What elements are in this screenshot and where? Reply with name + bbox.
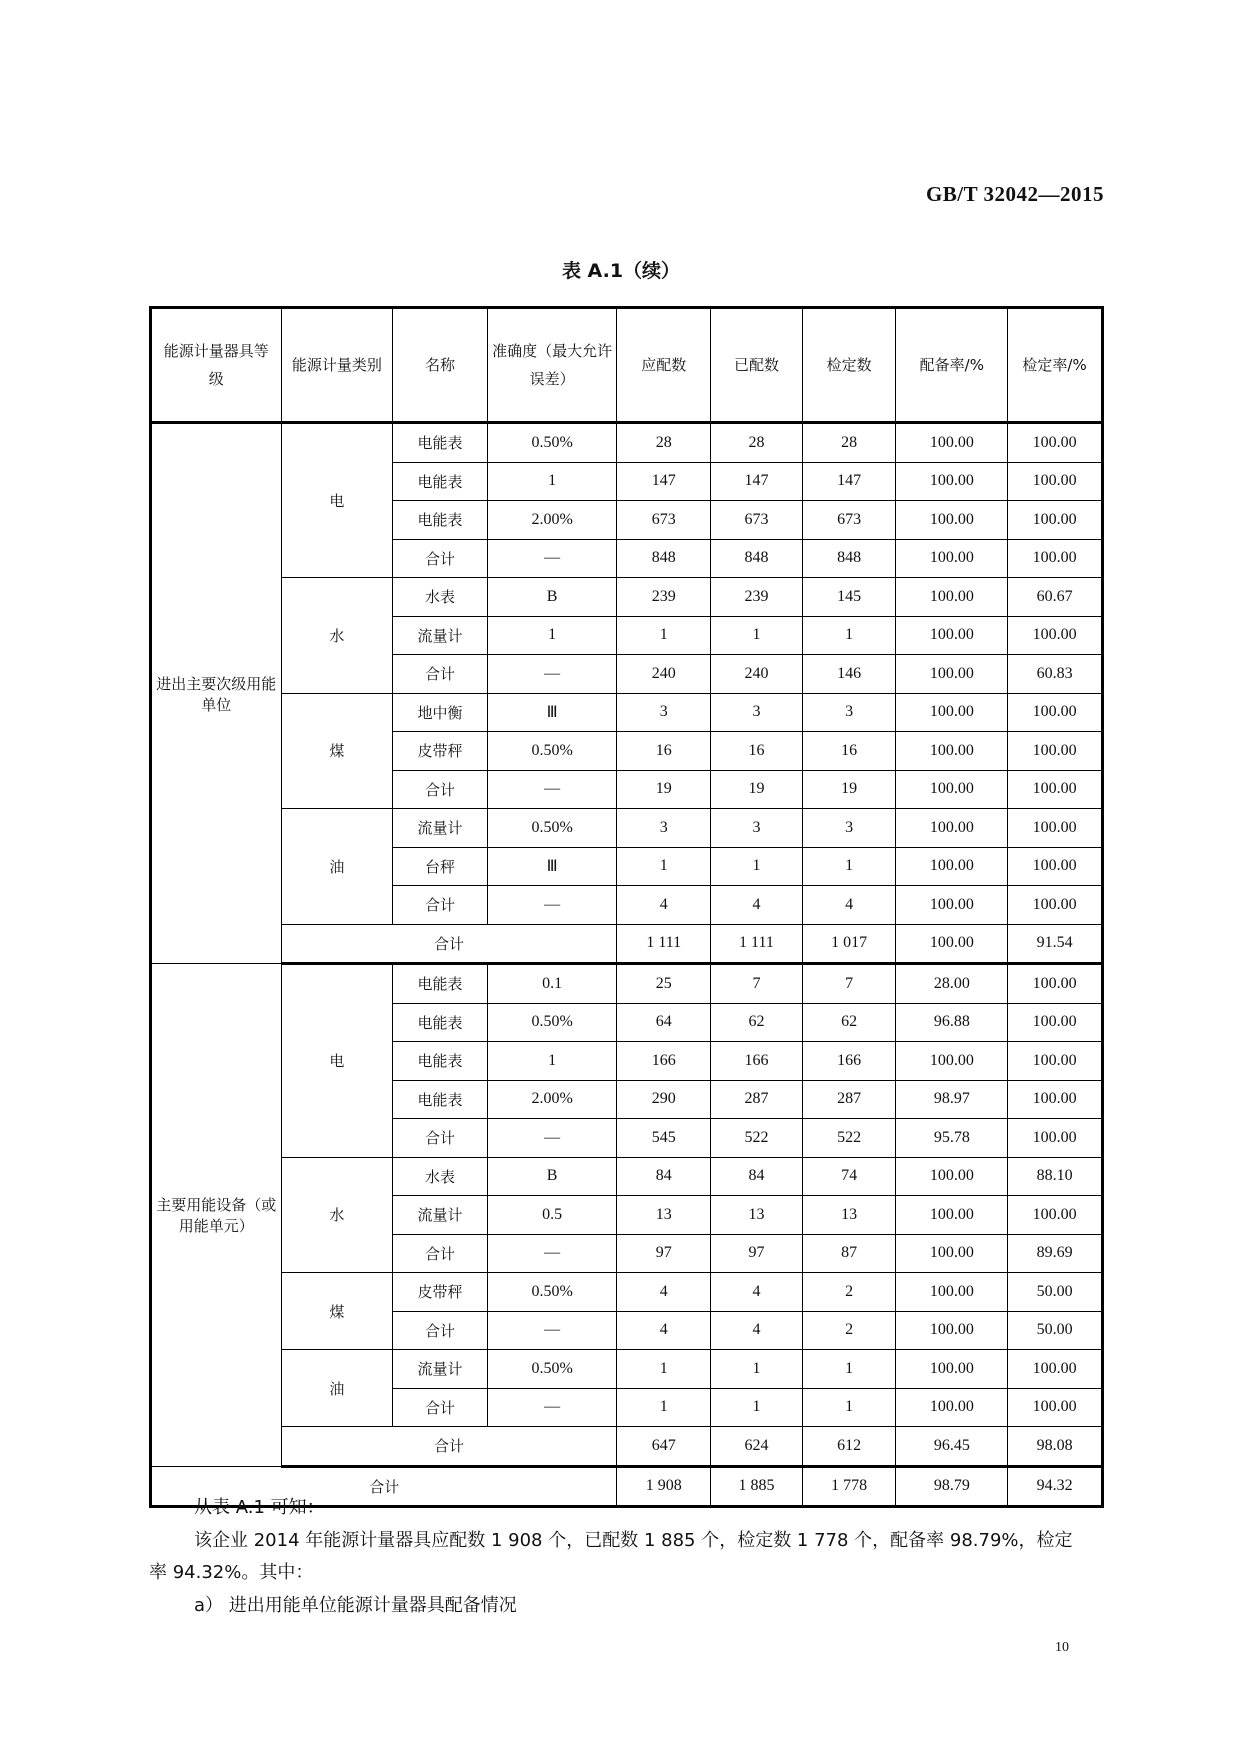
- table-cell: 流量计: [393, 1196, 488, 1235]
- table-cell: 100.00: [896, 1311, 1008, 1350]
- table-cell: 7: [711, 964, 803, 1004]
- category-cell: 电: [281, 964, 393, 1158]
- table-cell: 合计: [393, 1311, 488, 1350]
- table-cell: 98.97: [896, 1080, 1008, 1119]
- subtotal-cell: 612: [802, 1427, 896, 1467]
- table-cell: 4: [617, 886, 711, 925]
- table-cell: 16: [802, 732, 896, 771]
- table-cell: —: [487, 655, 617, 694]
- table-cell: 0.50%: [487, 1350, 617, 1389]
- table-cell: 100.00: [896, 1350, 1008, 1389]
- category-cell: 水: [281, 578, 393, 694]
- table-cell: B: [487, 578, 617, 617]
- table-cell: 62: [802, 1003, 896, 1042]
- table-cell: 3: [711, 693, 803, 732]
- table-cell: 0.50%: [487, 809, 617, 848]
- column-header: 准确度（最大允许误差）: [487, 308, 617, 423]
- table-cell: 皮带秤: [393, 1273, 488, 1312]
- table-cell: 19: [802, 770, 896, 809]
- table-cell: 100.00: [1008, 616, 1103, 655]
- table-cell: 28: [711, 423, 803, 463]
- subtotal-cell: 合计: [281, 1427, 617, 1467]
- category-cell: 油: [281, 1350, 393, 1427]
- table-cell: 0.50%: [487, 1273, 617, 1312]
- table-cell: 4: [617, 1311, 711, 1350]
- table-cell: 60.83: [1008, 655, 1103, 694]
- table-cell: 100.00: [896, 1273, 1008, 1312]
- table-cell: 1: [802, 616, 896, 655]
- table-cell: 287: [802, 1080, 896, 1119]
- table-row: [151, 809, 1103, 848]
- table-cell: 100.00: [896, 655, 1008, 694]
- table-cell: 合计: [393, 1388, 488, 1427]
- table-cell: 147: [711, 462, 803, 501]
- column-header: 已配数: [711, 308, 803, 423]
- table-row: [151, 1157, 1103, 1196]
- table-cell: 28.00: [896, 964, 1008, 1004]
- table-cell: 97: [711, 1234, 803, 1273]
- table-cell: 100.00: [896, 462, 1008, 501]
- table-cell: 166: [617, 1042, 711, 1081]
- table-cell: 100.00: [1008, 1003, 1103, 1042]
- grand-total-cell: 98.79: [896, 1466, 1008, 1507]
- table-cell: 25: [617, 964, 711, 1004]
- table-cell: 100.00: [896, 809, 1008, 848]
- table-cell: 100.00: [896, 1157, 1008, 1196]
- paragraph-summary-line1: 该企业 2014 年能源计量器具应配数 1 908 个，已配数 1 885 个，检定数 1 778 个，配备率 98.79%，检定: [194, 1530, 1073, 1551]
- grand-total-cell: 1 778: [802, 1466, 896, 1507]
- table-cell: 3: [617, 809, 711, 848]
- table-cell: —: [487, 886, 617, 925]
- table-cell: —: [487, 1119, 617, 1158]
- table-row: [151, 1350, 1103, 1389]
- table-cell: 62: [711, 1003, 803, 1042]
- table-row: [151, 1273, 1103, 1312]
- table-cell: 16: [711, 732, 803, 771]
- table-cell: 100.00: [896, 1234, 1008, 1273]
- table-cell: 4: [711, 1311, 803, 1350]
- table-cell: 100.00: [1008, 886, 1103, 925]
- category-cell: 水: [281, 1157, 393, 1273]
- paragraph-summary-line2: 率 94.32%。其中：: [149, 1562, 314, 1583]
- table-cell: 100.00: [896, 886, 1008, 925]
- table-cell: 100.00: [1008, 1119, 1103, 1158]
- table-cell: 96.88: [896, 1003, 1008, 1042]
- standard-number: GB/T 32042—2015: [925, 182, 1104, 206]
- table-cell: 1: [711, 847, 803, 886]
- table-cell: Ⅲ: [487, 847, 617, 886]
- table-cell: 7: [802, 964, 896, 1004]
- table-cell: 100.00: [896, 1388, 1008, 1427]
- table-cell: 0.50%: [487, 1003, 617, 1042]
- table-cell: 100.00: [896, 1196, 1008, 1235]
- table-cell: 100.00: [1008, 539, 1103, 578]
- column-header: 能源计量器具等级: [151, 308, 282, 423]
- table-cell: B: [487, 1157, 617, 1196]
- table-cell: 合计: [393, 539, 488, 578]
- table-cell: 100.00: [1008, 809, 1103, 848]
- subtotal-cell: 1 017: [802, 924, 896, 964]
- category-cell: 电: [281, 423, 393, 578]
- table-cell: 电能表: [393, 501, 488, 540]
- table-cell: 100.00: [1008, 1350, 1103, 1389]
- page-number: 10: [1055, 1640, 1069, 1652]
- table-cell: 合计: [393, 770, 488, 809]
- table-cell: 合计: [393, 886, 488, 925]
- table-cell: 145: [802, 578, 896, 617]
- table-cell: 87: [802, 1234, 896, 1273]
- table-cell: 13: [802, 1196, 896, 1235]
- level-cell: 主要用能设备（或用能单元）: [151, 964, 282, 1467]
- grand-total-cell: 94.32: [1008, 1466, 1103, 1507]
- table-cell: 电能表: [393, 1042, 488, 1081]
- table-cell: 4: [617, 1273, 711, 1312]
- table-cell: 19: [617, 770, 711, 809]
- table-row: [151, 964, 1103, 1004]
- table-cell: 100.00: [1008, 1042, 1103, 1081]
- table-cell: 地中衡: [393, 693, 488, 732]
- table-cell: 100.00: [896, 732, 1008, 771]
- table-cell: 673: [802, 501, 896, 540]
- table-cell: 1: [487, 1042, 617, 1081]
- table-title: 表 A.1（续）: [561, 260, 681, 282]
- table-cell: 19: [711, 770, 803, 809]
- table-cell: 1: [617, 847, 711, 886]
- grand-total-cell: 1 885: [711, 1466, 803, 1507]
- table-cell: 1: [802, 1350, 896, 1389]
- table-cell: 147: [802, 462, 896, 501]
- table-cell: 100.00: [1008, 847, 1103, 886]
- table-cell: 水表: [393, 1157, 488, 1196]
- table-cell: 电能表: [393, 462, 488, 501]
- table-cell: 100.00: [896, 578, 1008, 617]
- table-cell: 74: [802, 1157, 896, 1196]
- table-cell: 100.00: [1008, 693, 1103, 732]
- paragraph-intro: 从表 A.1 可知：: [194, 1497, 325, 1518]
- table-cell: 流量计: [393, 809, 488, 848]
- table-cell: 2: [802, 1273, 896, 1312]
- table-cell: 50.00: [1008, 1311, 1103, 1350]
- table-cell: 16: [617, 732, 711, 771]
- subtotal-cell: 1 111: [711, 924, 803, 964]
- column-header: 名称: [393, 308, 488, 423]
- table-cell: 3: [617, 693, 711, 732]
- table-cell: 100.00: [1008, 1080, 1103, 1119]
- table-cell: 88.10: [1008, 1157, 1103, 1196]
- table-cell: 848: [802, 539, 896, 578]
- table-cell: 100.00: [1008, 732, 1103, 771]
- table-cell: 1: [617, 1388, 711, 1427]
- table-cell: 0.1: [487, 964, 617, 1004]
- table-cell: 64: [617, 1003, 711, 1042]
- table-cell: 合计: [393, 655, 488, 694]
- table-cell: 1: [711, 1388, 803, 1427]
- table-cell: 100.00: [896, 501, 1008, 540]
- table-cell: 1: [711, 616, 803, 655]
- column-header: 应配数: [617, 308, 711, 423]
- table-cell: 95.78: [896, 1119, 1008, 1158]
- table-cell: 673: [617, 501, 711, 540]
- table-row: [151, 693, 1103, 732]
- table-cell: 4: [711, 886, 803, 925]
- table-cell: 848: [617, 539, 711, 578]
- table-cell: 0.50%: [487, 732, 617, 771]
- table-cell: 1: [617, 616, 711, 655]
- table-cell: 电能表: [393, 423, 488, 463]
- table-cell: 电能表: [393, 1003, 488, 1042]
- subtotal-cell: 624: [711, 1427, 803, 1467]
- table-cell: 水表: [393, 578, 488, 617]
- table-cell: 50.00: [1008, 1273, 1103, 1312]
- table-cell: 240: [711, 655, 803, 694]
- table-cell: 4: [802, 886, 896, 925]
- table-cell: 100.00: [896, 616, 1008, 655]
- column-header: 配备率/%: [896, 308, 1008, 423]
- table-cell: 100.00: [1008, 423, 1103, 463]
- table-cell: 合计: [393, 1234, 488, 1273]
- subtotal-cell: 合计: [281, 924, 617, 964]
- table-cell: 673: [711, 501, 803, 540]
- table-cell: 1: [802, 847, 896, 886]
- table-cell: 流量计: [393, 1350, 488, 1389]
- table-cell: 84: [711, 1157, 803, 1196]
- subtotal-cell: 96.45: [896, 1427, 1008, 1467]
- table-cell: 100.00: [1008, 501, 1103, 540]
- table-cell: 2.00%: [487, 1080, 617, 1119]
- table-cell: —: [487, 770, 617, 809]
- metering-instruments-table: [149, 306, 1104, 1508]
- table-cell: 290: [617, 1080, 711, 1119]
- table-cell: 100.00: [896, 539, 1008, 578]
- table-cell: 台秤: [393, 847, 488, 886]
- subtotal-cell: 100.00: [896, 924, 1008, 964]
- table-cell: 100.00: [1008, 770, 1103, 809]
- subtotal-cell: 91.54: [1008, 924, 1103, 964]
- table-cell: 0.50%: [487, 423, 617, 463]
- table-cell: 166: [711, 1042, 803, 1081]
- column-header: 检定率/%: [1008, 308, 1103, 423]
- table-cell: 1: [487, 462, 617, 501]
- subtotal-cell: 1 111: [617, 924, 711, 964]
- grand-total-cell: 合计: [151, 1466, 617, 1507]
- table-cell: 100.00: [896, 693, 1008, 732]
- table-cell: 100.00: [896, 847, 1008, 886]
- table-cell: 848: [711, 539, 803, 578]
- table-cell: 2.00%: [487, 501, 617, 540]
- list-item-a: a） 进出用能单位能源计量器具配备情况: [194, 1595, 517, 1616]
- table-row: [151, 423, 1103, 463]
- table-cell: 100.00: [896, 770, 1008, 809]
- table-cell: 电能表: [393, 964, 488, 1004]
- subtotal-cell: 98.08: [1008, 1427, 1103, 1467]
- table-cell: —: [487, 1388, 617, 1427]
- table-cell: 545: [617, 1119, 711, 1158]
- category-cell: 油: [281, 809, 393, 925]
- table-cell: 28: [617, 423, 711, 463]
- table-cell: 3: [711, 809, 803, 848]
- table-cell: —: [487, 1311, 617, 1350]
- grand-total-cell: 1 908: [617, 1466, 711, 1507]
- table-cell: 522: [802, 1119, 896, 1158]
- table-cell: Ⅲ: [487, 693, 617, 732]
- table-cell: 100.00: [896, 1042, 1008, 1081]
- table-cell: 97: [617, 1234, 711, 1273]
- table-cell: 2: [802, 1311, 896, 1350]
- level-cell: 进出主要次级用能单位: [151, 423, 282, 964]
- category-cell: 煤: [281, 1273, 393, 1350]
- table-cell: 89.69: [1008, 1234, 1103, 1273]
- column-header: 能源计量类别: [281, 308, 393, 423]
- table-cell: 60.67: [1008, 578, 1103, 617]
- table-cell: 100.00: [1008, 462, 1103, 501]
- table-cell: 3: [802, 809, 896, 848]
- table-cell: 240: [617, 655, 711, 694]
- table-cell: 13: [617, 1196, 711, 1235]
- table-cell: 84: [617, 1157, 711, 1196]
- table-cell: —: [487, 539, 617, 578]
- table-cell: 1: [802, 1388, 896, 1427]
- table-cell: 100.00: [1008, 1388, 1103, 1427]
- table-cell: 146: [802, 655, 896, 694]
- table-cell: 239: [711, 578, 803, 617]
- table-cell: —: [487, 1234, 617, 1273]
- table-cell: 电能表: [393, 1080, 488, 1119]
- table-cell: 4: [711, 1273, 803, 1312]
- subtotal-row: [151, 1427, 1103, 1467]
- table-cell: 522: [711, 1119, 803, 1158]
- category-cell: 煤: [281, 693, 393, 809]
- table-cell: 287: [711, 1080, 803, 1119]
- column-header: 检定数: [802, 308, 896, 423]
- table-row: [151, 578, 1103, 617]
- table-cell: 13: [711, 1196, 803, 1235]
- table-cell: 100.00: [1008, 1196, 1103, 1235]
- table-cell: 皮带秤: [393, 732, 488, 771]
- table-cell: 0.5: [487, 1196, 617, 1235]
- table-cell: 流量计: [393, 616, 488, 655]
- table-cell: 100.00: [896, 423, 1008, 463]
- table-cell: 1: [487, 616, 617, 655]
- table-cell: 1: [711, 1350, 803, 1389]
- table-cell: 1: [617, 1350, 711, 1389]
- table-cell: 100.00: [1008, 964, 1103, 1004]
- table-cell: 239: [617, 578, 711, 617]
- subtotal-cell: 647: [617, 1427, 711, 1467]
- table-cell: 166: [802, 1042, 896, 1081]
- table-cell: 28: [802, 423, 896, 463]
- subtotal-row: [151, 924, 1103, 964]
- table-cell: 147: [617, 462, 711, 501]
- table-cell: 合计: [393, 1119, 488, 1158]
- table-cell: 3: [802, 693, 896, 732]
